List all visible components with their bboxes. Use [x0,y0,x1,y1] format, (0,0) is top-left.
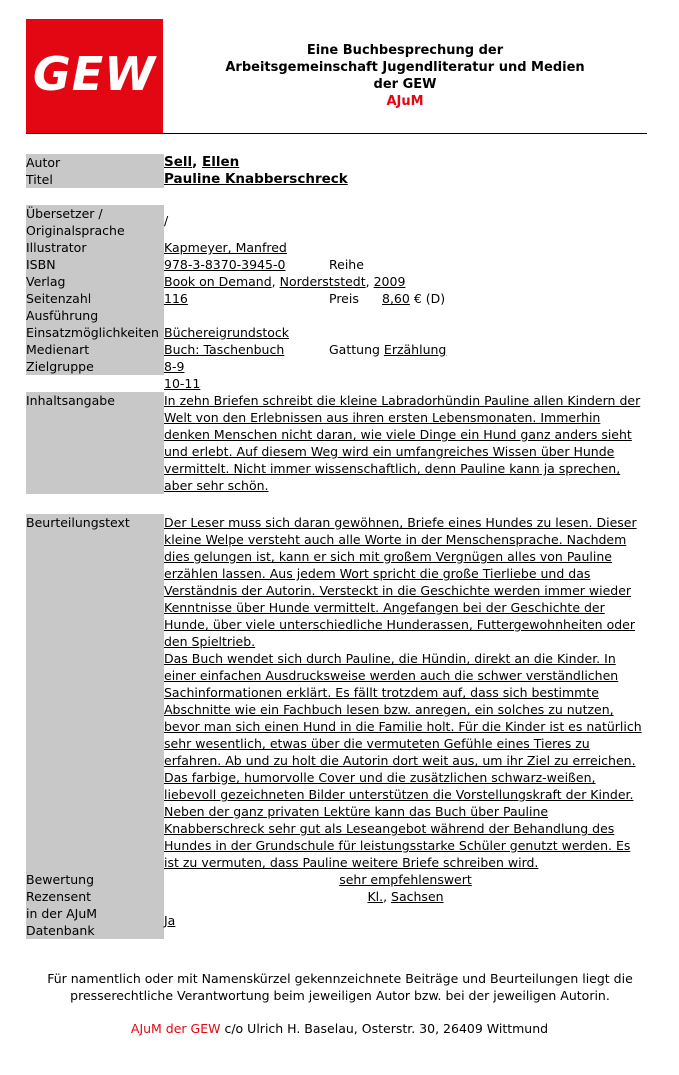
row-verlag: Verlag Book on Demand, Norderststedt, 2009 [26,274,406,289]
label-uebersetzer: Übersetzer / [26,206,103,221]
label-illustrator: Illustrator [26,239,164,256]
label-titel: Titel [26,171,164,188]
row-bewertung [26,871,647,888]
label-inhalt: Inhaltsangabe [26,392,164,494]
label-zielgruppe: Zielgruppe [26,358,164,375]
label-originalsprache: Originalsprache [26,223,125,238]
label-seitenzahl: Seitenzahl [26,290,164,307]
row-rezensent: Rezensent Kl., Sachsen [26,889,444,904]
row-uebersetzer [26,205,647,239]
einsatz-link[interactable]: Büchereigrundstock [164,325,290,340]
value-uebersetzer: / [164,213,169,228]
row-titel [26,171,647,188]
row-illustrator [26,239,647,256]
label-medienart: Medienart [26,341,164,358]
beurteilung-paragraph-3: Neben der ganz privaten Lektüre kann das Buch über Pauline Knabberschreck sehr gut als Leseangebot während der Behandlung des Hundes in der Grundschule für leistungsstarke Schüler genutzt werden. Es ist zu vermuten, dass Pauline weitere Briefe schreiben wird. [164,804,631,870]
row-seitenzahl [26,290,647,307]
medienart-link[interactable]: Buch: Taschenbuch [164,342,285,357]
row-beurteilung [26,514,647,871]
header-line-1: Eine Buchbesprechung der [306,43,504,58]
label-ausfuehrung: Ausführung [26,307,164,324]
header-ajum: AJuM [386,94,424,109]
footer-address [0,1021,679,1036]
footer-org: AJuM der GEW [130,1021,221,1036]
header-divider [26,133,647,134]
label-bewertung: Bewertung [26,871,164,888]
label-preis: Preis [329,291,359,306]
label-beurteilung: Beurteilungstext [26,514,164,871]
zielgruppe-link-1[interactable]: 8-9 [164,359,185,374]
footer-address-text: c/o Ulrich H. Baselau, Osterstr. 30, 26409 Wittmund [220,1021,549,1036]
row-datenbank [26,905,647,939]
label-datenbank-2: Datenbank [26,923,95,938]
seitenzahl-link[interactable]: 116 [164,291,188,306]
isbn-link[interactable]: 978-3-8370-3945-0 [164,257,286,272]
row-zielgruppe [26,358,647,375]
label-datenbank-1: in der AJuM [26,906,98,921]
rezensent-ort-link[interactable]: Sachsen [391,889,444,904]
rezensent-link[interactable]: Kl. [367,889,384,904]
label-reihe: Reihe [329,257,364,272]
label-verlag: Verlag [26,273,164,290]
row-einsatz [26,324,647,341]
page-header [190,42,620,110]
header-line-3: der GEW [373,77,437,92]
inhalt-text: In zehn Briefen schreibt die kleine Labradorhündin Pauline allen Kindern der Welt von den Erlebnissen aus ihren ersten Lebensmonaten. Immerhin denken Menschen nicht daran, wie viele Dinge ein Hund ganz anders sieht und erlebt. Auf diesem Weg wird ein umfangreiches Wissen über Hunde vermittelt. Nicht immer wissenschaftlich, denn Pauline kann ja sprechen, aber sehr schön. [164,393,641,493]
zielgruppe-link-2[interactable]: 10-11 [164,376,201,391]
disclaimer: Für namentlich oder mit Namenskürzel gekennzeichnete Beiträge und Beurteilungen liegt die presserechtliche Verantwortung beim jeweiligen Autor bzw. bei der jeweiligen Autorin. [47,971,633,1003]
ort-link[interactable]: Norderststedt [279,274,366,289]
header-line-2: Arbeitsgemeinschaft Jugendliteratur und Medien [225,60,585,75]
gew-logo [26,19,163,134]
gattung-link[interactable]: Erzählung [383,342,447,357]
review-table [26,154,647,939]
spacer [26,188,647,205]
label-autor: Autor [26,154,164,171]
row-autor: Autor Sell, Ellen [26,154,240,170]
datenbank-link[interactable]: Ja [164,913,176,928]
label-rezensent: Rezensent [26,888,164,905]
gew-logo-text: GEW [33,47,156,101]
autor-last-link[interactable]: Sell [164,154,193,170]
label-einsatz: Einsatzmöglichkeiten [26,324,164,341]
titel-link[interactable]: Pauline Knabberschreck [164,171,348,187]
row-medienart [26,341,647,358]
autor-first-link[interactable]: Ellen [201,154,240,170]
beurteilung-paragraph-2: Das Buch wendet sich durch Pauline, die Hündin, direkt an die Kinder. In einer einfachen Ausdrucksweise werden auch die schwer verständlichen Sachinformationen erklärt. Es fällt trotzdem auf, dass sich bestimmte Abschnitte wie ein Fachbuch lesen bzw. anregen, ein solches zu nutzen, bevor man sich einen Hund in die Familie holt. Für die Kinder ist es natürlich sehr wesentlich, etwas über die vermuteten Gefühle eines Tieres zu erfahren. Ab und zu holt die Autorin dort weit aus, um ihr Ziel zu erreichen. Das farbige, humorvolle Cover und die zusätzlichen schwarz-weißen, liebevoll gezeichneten Bilder unterstützen die Vorstellungskraft der Kinder. [164,651,642,802]
label-gattung: Gattung [329,342,380,357]
illustrator-link[interactable]: Kapmeyer, Manfred [164,240,287,255]
beurteilung-paragraph-1: Der Leser muss sich daran gewöhnen, Briefe eines Hundes zu lesen. Dieser kleine Welpe versteht auch alle Worte in der Menschensprache. Nachdem dies gelungen ist, kann er sich mit großem Vergnügen alles von Pauline erzählen lassen. Aus jedem Wort spricht die große Tierliebe und das Verständnis der Autorin. Versteckt in die Geschichte werden immer wieder Kenntnisse über Hunde vermittelt. Angefangen bei der Geschichte der Hunde, über viele unterschiedliche Hunderassen, Futtergewohnheiten oder den Spieltrieb. [164,515,637,649]
preis-link[interactable]: 8,60 [382,291,410,306]
row-ausfuehrung [26,307,647,324]
jahr-link[interactable]: 2009 [373,274,406,289]
row-isbn [26,256,647,273]
label-isbn: ISBN [26,256,164,273]
verlag-link[interactable]: Book on Demand [164,274,272,289]
row-inhalt [26,392,647,494]
bewertung-link[interactable]: sehr empfehlenswert [339,872,472,887]
preis-suffix: € (D) [413,291,446,306]
